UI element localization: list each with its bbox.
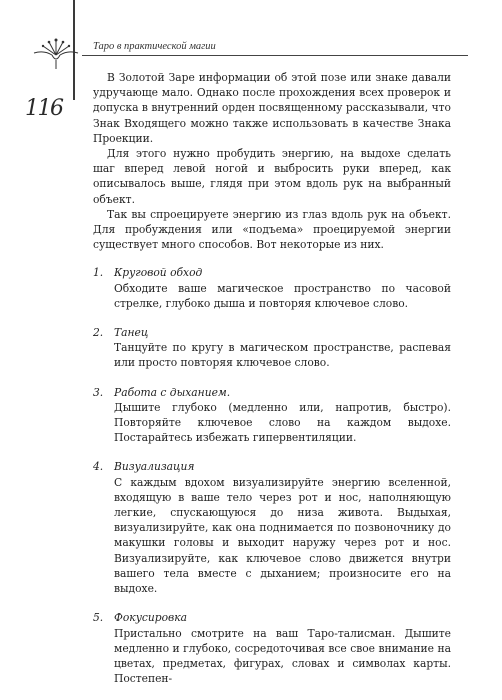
item-title: Визуализация — [114, 460, 195, 474]
item-title: Фокусировка — [114, 611, 188, 625]
item-title: Танец — [114, 326, 149, 340]
page-body — [93, 70, 451, 700]
paragraph: Для этого нужно пробудить энергию, на выдохе сделать шаг вперед левой ногой и выбросить руки вперед, как описывалось выше, глядя при этом вдоль рук на выбранный объект. — [93, 147, 451, 206]
list-item — [93, 610, 451, 686]
list-item — [93, 265, 451, 311]
running-head: Таро в практической магии — [93, 41, 216, 52]
list-item — [93, 385, 451, 446]
item-number: 1. — [93, 266, 104, 280]
paragraph: Так вы спроецируете энергию из глаз вдоль рук на объект. Для пробуждения или «подъема» проецируемой энергии существует много способов. Вот некоторые из них. — [93, 207, 451, 252]
item-number: 2. — [93, 326, 104, 340]
page-number: 116 — [25, 96, 63, 121]
paragraph: В Золотой Заре информации об этой позе или знаке давали удручающе мало. Однако после прохождения всех проверок и допуска в внутренний орден посвященному рассказывали, что Знак Входящего можно также использовать в качестве Знака Проекции. — [93, 71, 451, 145]
item-title: Работа с дыханием. — [114, 385, 231, 399]
item-number: 5. — [93, 611, 104, 625]
numbered-list — [93, 265, 451, 686]
list-item — [93, 459, 451, 596]
item-text: Дышите глубоко (медленно или, напротив, быстро). Повторяйте ключевое слово на каждом выдохе. Постарайтесь избежать гипервентиляции. — [114, 400, 451, 445]
item-text: Обходите ваше магическое пространство по часовой стрелке, глубоко дыша и повторяя ключевое слово. — [114, 281, 451, 310]
item-number: 4. — [93, 460, 104, 474]
item-text: Танцуйте по кругу в магическом пространстве, распевая или просто повторяя ключевое слово. — [114, 341, 451, 370]
item-number: 3. — [93, 385, 104, 399]
flower-ornament-icon — [30, 36, 82, 72]
item-text: С каждым вдохом визуализируйте энергию вселенной, входящую в ваше тело через рот и нос, наполняющую легкие, спускающуюся до низа живота. Выдыхая, визуализируйте, как она поднимается по позвоночнику до макушки головы и выходит наружу через рот и нос. Визуализируйте, как ключевое слово движется внутри вашего тела вместе с дыханием; произносите его на выдохе. — [114, 475, 451, 596]
item-text: Пристально смотрите на ваш Таро-талисман. Дышите медленно и глубоко, сосредоточивая все свое внимание на цветах, предметах, фигурах, словах и символах карты. Постепен- — [114, 626, 451, 686]
item-title: Круговой обход — [114, 266, 203, 280]
list-item — [93, 325, 451, 371]
header-rule — [82, 55, 468, 56]
